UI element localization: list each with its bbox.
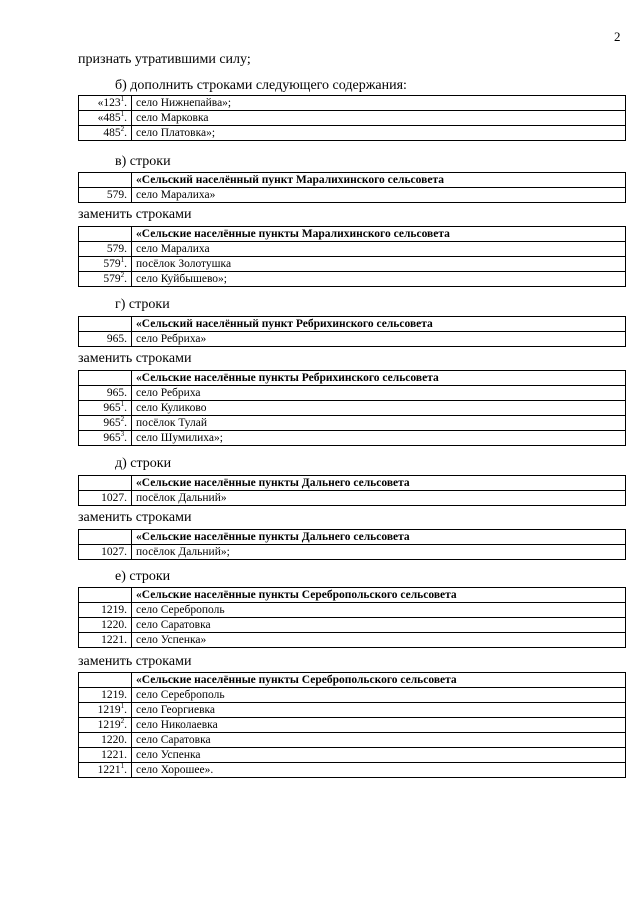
replace-label-1: заменить строками	[78, 207, 192, 222]
table-row	[79, 188, 626, 203]
row-locality-cell: село Георгиевка	[132, 703, 626, 718]
row-number-cell	[79, 633, 132, 648]
header-num-cell	[79, 227, 132, 242]
row-locality-cell: село Маралиха	[132, 242, 626, 257]
header-num-cell	[79, 371, 132, 386]
table-row	[79, 545, 626, 560]
table-row	[79, 332, 626, 347]
row-number: 579	[103, 272, 121, 285]
row-number: 965.	[106, 332, 127, 345]
row-number-cell	[79, 416, 132, 431]
row-number-superscript: 1	[120, 109, 125, 118]
header-num-cell	[79, 317, 132, 332]
table-v-new-body	[79, 227, 626, 287]
row-number-superscript: 1	[120, 761, 125, 770]
table-row	[79, 401, 626, 416]
row-number: 1219.	[101, 603, 127, 616]
row-number-cell	[79, 96, 132, 111]
table-row	[79, 257, 626, 272]
row-number-superscript: 1	[120, 94, 125, 103]
table-header-row	[79, 476, 626, 491]
row-locality-cell: село Хорошее».	[132, 763, 626, 778]
header-title-cell: «Сельские населённые пункты Ребрихинского сельсовета	[132, 371, 626, 386]
header-title-cell: «Сельские населённые пункты Дальнего сельсовета	[132, 476, 626, 491]
row-locality-cell: село Николаевка	[132, 718, 626, 733]
table-row	[79, 748, 626, 763]
page-number: 2	[614, 29, 621, 44]
section-e-label: е) строки	[115, 569, 171, 584]
table-row	[79, 618, 626, 633]
row-number-dot: .	[124, 718, 127, 731]
table-row	[79, 431, 626, 446]
header-title-cell: «Сельские населённые пункты Серебропольского сельсовета	[132, 588, 626, 603]
table-row	[79, 272, 626, 287]
row-number: 485	[103, 126, 121, 139]
row-number: 1219	[97, 703, 121, 716]
row-number-dot: .	[124, 96, 127, 109]
row-locality-cell: село Саратовка	[132, 733, 626, 748]
row-number-superscript: 2	[120, 124, 125, 133]
header-num-cell	[79, 588, 132, 603]
row-number-cell	[79, 618, 132, 633]
table-g-new-body	[79, 371, 626, 446]
row-number-cell	[79, 188, 132, 203]
table-g-old-body	[79, 317, 626, 347]
table-d-old	[78, 475, 626, 506]
row-number-superscript: 1	[120, 701, 125, 710]
table-header-row	[79, 227, 626, 242]
row-number-superscript: 3	[120, 429, 125, 438]
table-v-new	[78, 226, 626, 287]
section-g-label: г) строки	[115, 297, 170, 312]
header-num-cell	[79, 673, 132, 688]
table-header-row	[79, 173, 626, 188]
row-locality-cell: село Платовка»;	[132, 126, 626, 141]
table-v-old	[78, 172, 626, 203]
table-row	[79, 688, 626, 703]
row-number-cell	[79, 718, 132, 733]
row-number-cell	[79, 332, 132, 347]
row-number: 1221.	[101, 633, 127, 646]
table-e-old-body	[79, 588, 626, 648]
row-locality-cell: село Ребриха»	[132, 332, 626, 347]
table-row	[79, 733, 626, 748]
row-locality-cell: село Шумилиха»;	[132, 431, 626, 446]
row-locality-cell: село Успенка	[132, 748, 626, 763]
row-number-cell	[79, 111, 132, 126]
row-number: «123	[97, 96, 121, 109]
row-number-superscript: 1	[120, 399, 125, 408]
row-number-cell	[79, 545, 132, 560]
row-number: «485	[97, 111, 121, 124]
table-d-new-body	[79, 530, 626, 560]
row-number: 1219	[97, 718, 121, 731]
row-number-cell	[79, 257, 132, 272]
header-title-cell: «Сельские населённые пункты Серебропольского сельсовета	[132, 673, 626, 688]
row-number-cell	[79, 431, 132, 446]
row-number-cell	[79, 703, 132, 718]
row-number-cell	[79, 386, 132, 401]
table-row	[79, 126, 626, 141]
row-number-cell	[79, 126, 132, 141]
table-row	[79, 718, 626, 733]
table-e-new	[78, 672, 626, 778]
table-row	[79, 703, 626, 718]
table-row	[79, 96, 626, 111]
row-locality-cell: село Саратовка	[132, 618, 626, 633]
row-number: 965	[103, 416, 121, 429]
row-number-cell	[79, 272, 132, 287]
row-locality-cell: село Успенка»	[132, 633, 626, 648]
row-number-dot: .	[124, 272, 127, 285]
row-locality-cell: село Куйбышево»;	[132, 272, 626, 287]
row-number-cell	[79, 242, 132, 257]
row-number: 579.	[106, 242, 127, 255]
table-g-new	[78, 370, 626, 446]
header-title-cell: «Сельские населённые пункты Маралихинского сельсовета	[132, 227, 626, 242]
header-title-cell: «Сельский населённый пункт Ребрихинского сельсовета	[132, 317, 626, 332]
header-num-cell	[79, 530, 132, 545]
row-number: 965	[103, 401, 121, 414]
replace-label-3: заменить строками	[78, 510, 192, 525]
row-locality-cell: посёлок Золотушка	[132, 257, 626, 272]
table-b-body	[79, 96, 626, 141]
table-b	[78, 95, 626, 141]
header-num-cell	[79, 476, 132, 491]
row-number-cell	[79, 763, 132, 778]
row-locality-cell: село Нижнепайва»;	[132, 96, 626, 111]
row-number-dot: .	[124, 763, 127, 776]
row-number: 579.	[106, 188, 127, 201]
row-number: 1027.	[101, 545, 127, 558]
row-number-cell	[79, 603, 132, 618]
table-header-row	[79, 673, 626, 688]
table-row	[79, 603, 626, 618]
table-d-old-body	[79, 476, 626, 506]
replace-label-4: заменить строками	[78, 654, 192, 669]
row-number-cell	[79, 491, 132, 506]
section-d-label: д) строки	[115, 456, 172, 471]
row-number: 1221.	[101, 748, 127, 761]
row-locality-cell: посёлок Дальний»	[132, 491, 626, 506]
row-locality-cell: село Маралиха»	[132, 188, 626, 203]
table-row	[79, 763, 626, 778]
row-number-cell	[79, 748, 132, 763]
row-number-superscript: 2	[120, 270, 125, 279]
table-g-old	[78, 316, 626, 347]
table-header-row	[79, 371, 626, 386]
row-number-cell	[79, 401, 132, 416]
section-v-label: в) строки	[115, 154, 171, 169]
table-header-row	[79, 588, 626, 603]
row-number: 1220.	[101, 618, 127, 631]
row-number-superscript: 2	[120, 716, 125, 725]
table-v-old-body	[79, 173, 626, 203]
row-number: 579	[103, 257, 121, 270]
replace-label-2: заменить строками	[78, 351, 192, 366]
header-title-cell: «Сельские населённые пункты Дальнего сельсовета	[132, 530, 626, 545]
row-number-dot: .	[124, 257, 127, 270]
table-row	[79, 633, 626, 648]
header-num-cell	[79, 173, 132, 188]
table-row	[79, 491, 626, 506]
row-locality-cell: село Сереброполь	[132, 688, 626, 703]
row-locality-cell: село Сереброполь	[132, 603, 626, 618]
row-number: 1027.	[101, 491, 127, 504]
table-header-row	[79, 317, 626, 332]
table-row	[79, 386, 626, 401]
row-number-cell	[79, 733, 132, 748]
row-number: 1220.	[101, 733, 127, 746]
row-locality-cell: посёлок Тулай	[132, 416, 626, 431]
row-number-dot: .	[124, 703, 127, 716]
row-number: 1221	[97, 763, 121, 776]
intro-text: признать утратившими силу;	[78, 52, 251, 67]
table-d-new	[78, 529, 626, 560]
table-row	[79, 416, 626, 431]
row-number-dot: .	[124, 401, 127, 414]
row-number-dot: .	[124, 111, 127, 124]
row-number-dot: .	[124, 431, 127, 444]
table-header-row	[79, 530, 626, 545]
row-number: 965	[103, 431, 121, 444]
row-number-dot: .	[124, 416, 127, 429]
row-number-dot: .	[124, 126, 127, 139]
row-number-cell	[79, 688, 132, 703]
row-locality-cell: посёлок Дальний»;	[132, 545, 626, 560]
table-e-new-body	[79, 673, 626, 778]
table-row	[79, 111, 626, 126]
row-locality-cell: село Ребриха	[132, 386, 626, 401]
table-e-old	[78, 587, 626, 648]
header-title-cell: «Сельский населённый пункт Маралихинского сельсовета	[132, 173, 626, 188]
row-number: 965.	[106, 386, 127, 399]
row-number-superscript: 2	[120, 414, 125, 423]
table-row	[79, 242, 626, 257]
section-b-label: б) дополнить строками следующего содержания:	[115, 78, 407, 93]
row-number: 1219.	[101, 688, 127, 701]
row-locality-cell: село Куликово	[132, 401, 626, 416]
row-number-superscript: 1	[120, 255, 125, 264]
row-locality-cell: село Марковка	[132, 111, 626, 126]
